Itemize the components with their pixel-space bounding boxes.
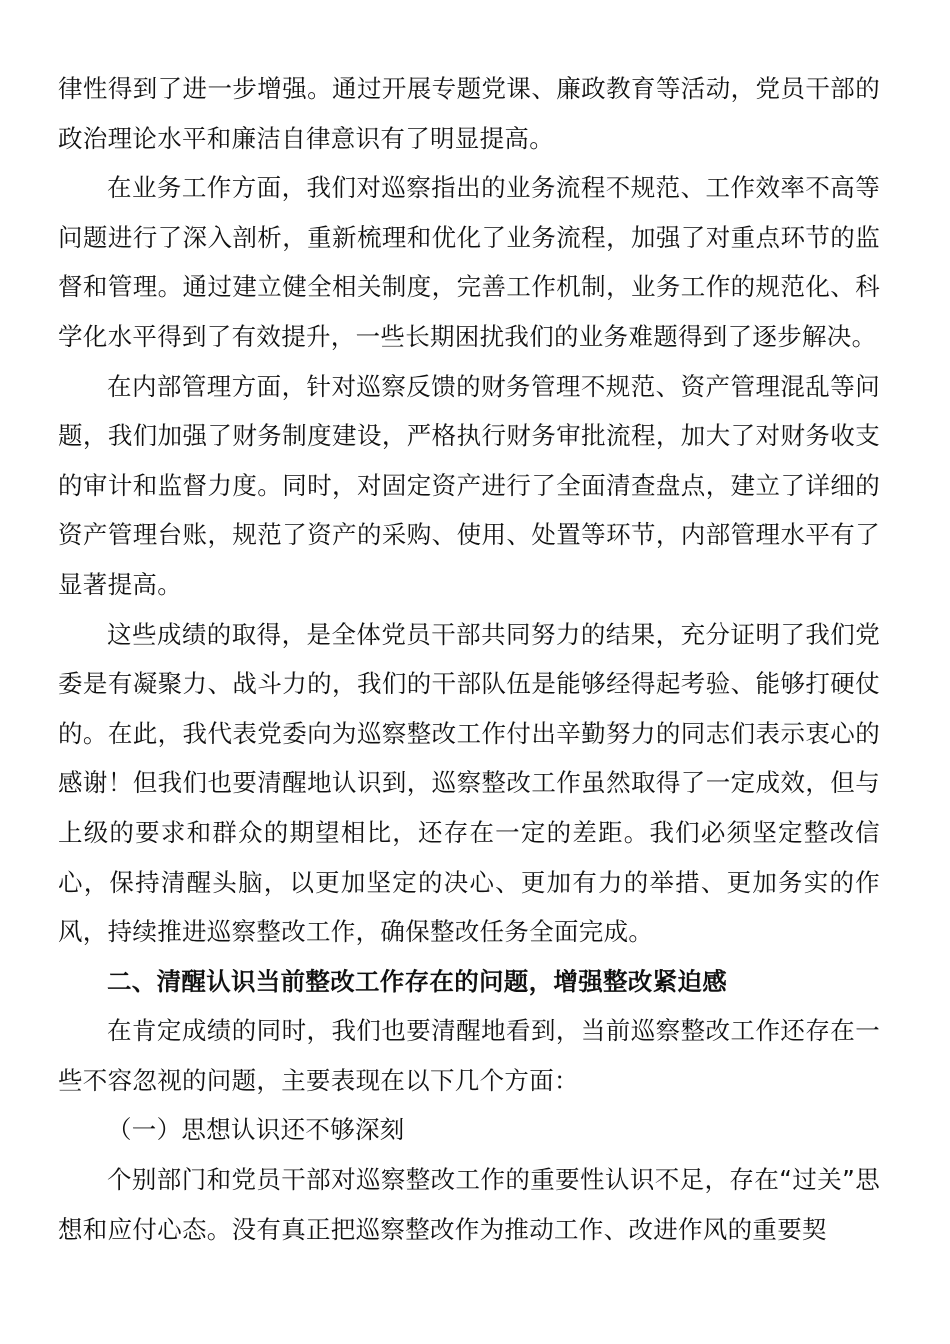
subheading-1: （一）思想认识还不够深刻	[107, 1115, 405, 1145]
document-body	[58, 64, 880, 1254]
paragraph-problems-intro: 在肯定成绩的同时，我们也要清醒地看到，当前巡察整改工作还存在一些不容忽视的问题，主要表现在以下几个方面：	[58, 1016, 880, 1095]
section-heading-2: 二、清醒认识当前整改工作存在的问题，增强整改紧迫感	[107, 966, 727, 996]
paragraph-business-work: 在业务工作方面，我们对巡察指出的业务流程不规范、工作效率不高等问题进行了深入剖析，重新梳理和优化了业务流程，加强了对重点环节的监督和管理。通过建立健全相关制度，完善工作机制，业务工作的规范化、科学化水平得到了有效提升，一些长期困扰我们的业务难题得到了逐步解决。	[58, 173, 880, 351]
paragraph-continued: 律性得到了进一步增强。通过开展专题党课、廉政教育等活动，党员干部的政治理论水平和廉洁自律意识有了明显提高。	[58, 74, 880, 153]
paragraph-internal-management: 在内部管理方面，针对巡察反馈的财务管理不规范、资产管理混乱等问题，我们加强了财务制度建设，严格执行财务审批流程，加大了对财务收支的审计和监督力度。同时，对固定资产进行了全面清查盘点，建立了详细的资产管理台账，规范了资产的采购、使用、处置等环节，内部管理水平有了显著提高。	[58, 371, 880, 599]
paragraph-achievements: 这些成绩的取得，是全体党员干部共同努力的结果，充分证明了我们党委是有凝聚力、战斗力的，我们的干部队伍是能够经得起考验、能够打硬仗的。在此，我代表党委向为巡察整改工作付出辛勤努力的同志们表示衷心的感谢！但我们也要清醒地认识到，巡察整改工作虽然取得了一定成效，但与上级的要求和群众的期望相比，还存在一定的差距。我们必须坚定整改信心，保持清醒头脑，以更加坚定的决心、更加有力的举措、更加务实的作风，持续推进巡察整改工作，确保整改任务全面完成。	[58, 619, 880, 947]
paragraph-awareness: 个别部门和党员干部对巡察整改工作的重要性认识不足，存在“过关”思想和应付心态。没有真正把巡察整改作为推动工作、改进作风的重要契	[58, 1165, 880, 1244]
